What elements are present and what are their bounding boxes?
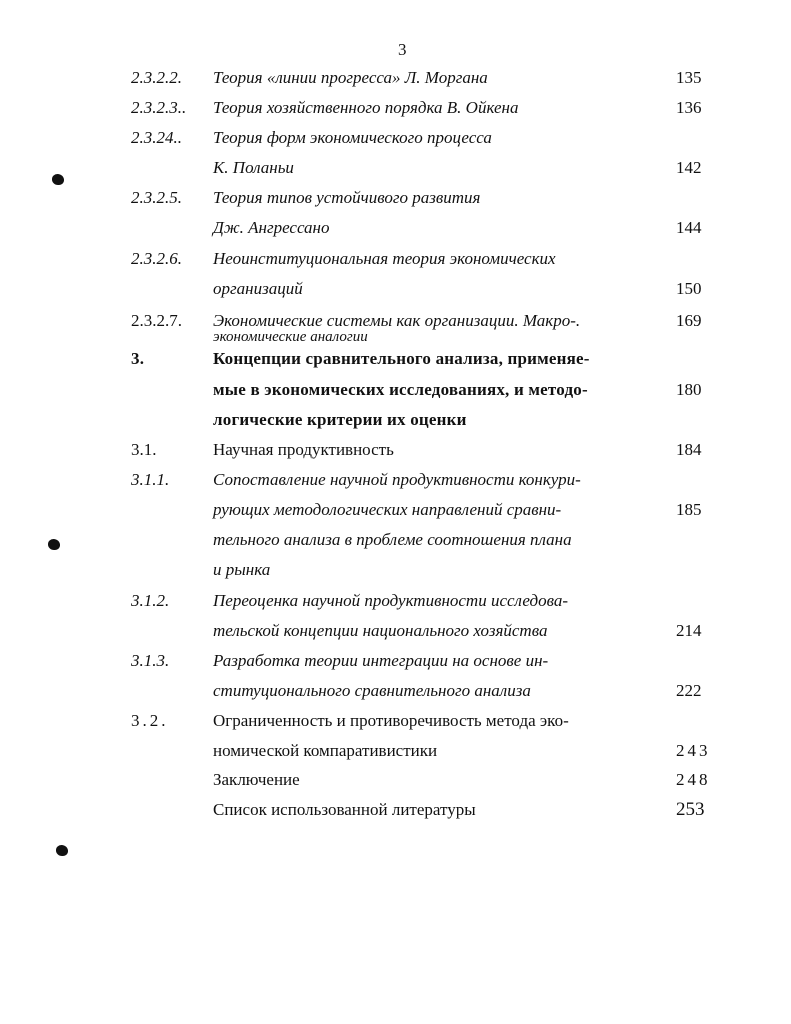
toc-title: Теория форм экономического процесса bbox=[213, 128, 492, 147]
toc-title: логические критерии их оценки bbox=[213, 410, 467, 429]
binder-hole-mark bbox=[56, 845, 68, 856]
toc-page: 184 bbox=[676, 440, 702, 459]
toc-number: 2.3.2.5. bbox=[131, 188, 182, 207]
toc-page: 253 bbox=[676, 799, 705, 820]
toc-number: 2.3.2.6. bbox=[131, 249, 182, 268]
toc-page: 135 bbox=[676, 68, 702, 87]
toc-number: 2.3.2.3.. bbox=[131, 98, 187, 117]
toc-title: Переоценка научной продуктивности исследова- bbox=[213, 591, 569, 610]
toc-title: Научная продуктивность bbox=[213, 440, 394, 459]
toc-title: Неоинституциональная теория экономических bbox=[213, 249, 556, 268]
toc-title: тельного анализа в проблеме соотношения плана bbox=[213, 530, 572, 549]
toc-title: Концепции сравнительного анализа, применяе- bbox=[213, 349, 590, 368]
page-number: 3 bbox=[398, 40, 407, 59]
toc-page: 142 bbox=[676, 158, 702, 177]
toc-number: 3.1.2. bbox=[131, 591, 170, 610]
toc-number: 3.1. bbox=[131, 440, 157, 459]
binder-hole-mark bbox=[48, 539, 60, 550]
toc-page: 185 bbox=[676, 500, 702, 519]
toc-title: Теория типов устойчивого развития bbox=[213, 188, 481, 207]
binder-hole-mark bbox=[52, 174, 64, 185]
toc-title: Разработка теории интеграции на основе ин- bbox=[213, 651, 549, 670]
toc-title: ституционального сравнительного анализа bbox=[213, 681, 531, 700]
toc-page: 136 bbox=[676, 98, 702, 117]
toc-number: 3.2. bbox=[131, 711, 169, 730]
toc-number: 2.3.2.2. bbox=[131, 68, 182, 87]
toc-title: рующих методологических направлений сравни- bbox=[213, 500, 562, 519]
toc-page: 150 bbox=[676, 279, 702, 298]
toc-title: номической компаративистики bbox=[213, 741, 438, 760]
toc-number: 2.3.24.. bbox=[131, 128, 182, 147]
toc-title: Теория хозяйственного порядка В. Ойкена bbox=[213, 98, 519, 117]
toc-number: 2.3.2.7. bbox=[131, 311, 182, 330]
toc-number: 3.1.1. bbox=[131, 470, 170, 489]
toc-title: организаций bbox=[213, 279, 303, 298]
toc-title: мые в экономических исследованиях, и методо- bbox=[213, 380, 588, 399]
toc-page: 214 bbox=[676, 621, 702, 640]
toc-title: Сопоставление научной продуктивности конкури- bbox=[213, 470, 581, 489]
toc-title: К. Поланьи bbox=[213, 158, 294, 177]
toc-title: Экономические системы как организации. Макро-. bbox=[213, 311, 581, 330]
toc-title: тельской концепции национального хозяйства bbox=[213, 621, 548, 640]
toc-number: 3.1.3. bbox=[131, 651, 170, 670]
toc-page: 222 bbox=[676, 681, 702, 700]
toc-title: экономические аналогии bbox=[213, 329, 368, 345]
toc-title: Заключение bbox=[213, 770, 300, 789]
toc-page: 180 bbox=[676, 380, 702, 399]
toc-page: 144 bbox=[676, 218, 702, 237]
toc-page: 248 bbox=[676, 770, 711, 789]
toc-title: Список использованной литературы bbox=[213, 800, 476, 819]
toc-title: Теория «линии прогресса» Л. Моргана bbox=[213, 68, 488, 87]
toc-number: 3. bbox=[131, 349, 145, 368]
toc-title: Ограниченность и противоречивость метода эко- bbox=[213, 711, 569, 730]
toc-page: 243 bbox=[676, 741, 711, 760]
toc-title: Дж. Ангрессано bbox=[213, 218, 330, 237]
toc-page: 169 bbox=[676, 311, 702, 330]
toc-title: и рынка bbox=[213, 560, 271, 579]
